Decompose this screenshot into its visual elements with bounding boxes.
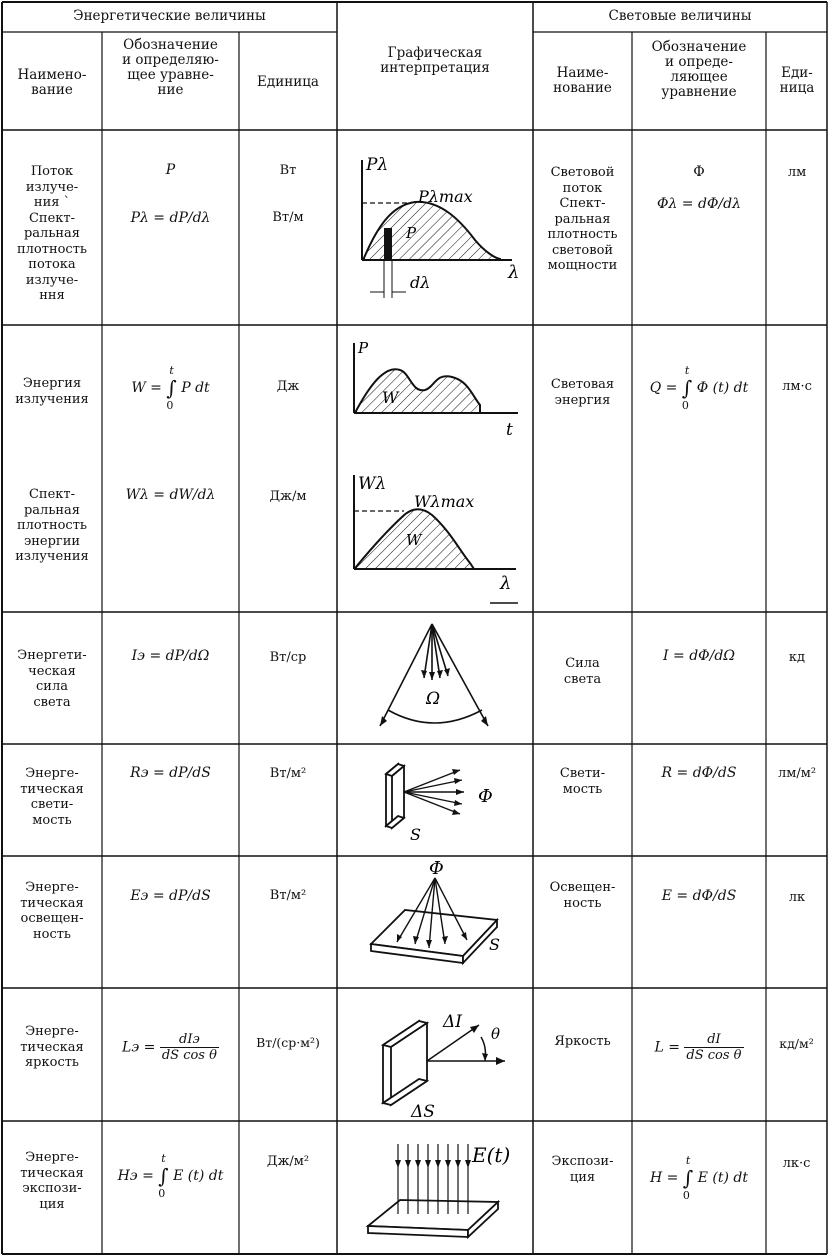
graph-spectral-peak-label: Wλmax <box>414 492 475 511</box>
light-group-header: Световые величины <box>608 8 752 24</box>
row-radiance-light-formula <box>634 1032 764 1063</box>
row-exposure-unit: Дж/м² <box>266 1154 310 1169</box>
graph-radiance-intensity-label: ΔI <box>443 1012 462 1032</box>
row-energy-light-formula <box>634 364 764 412</box>
row-illuminance-name: Энерге- тическая освещен- ность <box>20 880 84 942</box>
row-energy-light-name: Световая энергия <box>550 377 615 408</box>
row-illuminance-light-formula: E = dΦ/dS <box>661 888 737 904</box>
row-spectral-energy-name: Спект- ральная плотность энергии излучения <box>15 487 89 564</box>
graph-radiance-angle-label: θ <box>491 1025 501 1043</box>
row-flux-formula-1: P <box>165 162 176 178</box>
fraction-denominator: dS cos θ <box>161 1048 217 1063</box>
graph-exitance-flux-label: Φ <box>478 786 493 807</box>
row-exposure-name: Энерге- тическая экспози- ция <box>20 1150 84 1212</box>
row-energy-unit: Дж <box>276 379 300 394</box>
col-unit-light-header: Еди- ница <box>779 65 815 96</box>
light-exposure-formula-integrand: E (t) dt <box>697 1170 748 1186</box>
row-energy-formula <box>104 364 237 412</box>
exposure-diagram <box>358 1138 518 1248</box>
integral-sign: ∫ t 0 <box>682 1154 694 1202</box>
row-flux-unit-1: Вт <box>279 163 297 178</box>
integral-limit-bottom: 0 <box>158 1187 166 1200</box>
light-energy-formula-integrand: Φ (t) dt <box>696 380 749 396</box>
graph-flux-area-label: P <box>406 224 417 242</box>
row-radiance-name: Энерге- тическая яркость <box>20 1024 84 1070</box>
fraction-numerator: dI <box>684 1032 743 1048</box>
row-flux-unit-2: Вт/м <box>272 210 304 225</box>
graph-exitance-surface-label: S <box>410 825 421 844</box>
graph-illuminance-surface-label: S <box>489 935 500 954</box>
light-radiance-formula-lhs: L = <box>654 1039 680 1056</box>
row-exitance-name: Энерге- тическая свети- мость <box>20 766 84 828</box>
integral-limit-top: t <box>161 1152 166 1165</box>
radiance-formula-lhs: Lэ = <box>122 1039 156 1056</box>
row-intensity-light-unit: кд <box>788 650 806 665</box>
radiance-fraction <box>160 1032 219 1063</box>
graph-flux-d-label: dλ <box>410 273 431 292</box>
row-exitance-light-unit: лм/м² <box>777 766 817 781</box>
graph-solid-angle-label: Ω <box>426 689 441 709</box>
light-energy-formula-lhs: Q = <box>649 380 678 396</box>
row-flux-light-formula-2: Φλ = dΦ/dλ <box>657 196 741 212</box>
light-radiance-fraction <box>684 1032 743 1063</box>
graph-spectral-y-label: Wλ <box>358 474 387 494</box>
integral-limit-top: t <box>684 364 690 377</box>
integral-limit-bottom: 0 <box>681 399 689 412</box>
row-intensity-name: Энергети- ческая сила света <box>17 648 87 710</box>
exposure-formula-lhs: Hэ = <box>117 1168 154 1184</box>
row-exposure-light-formula <box>634 1154 764 1202</box>
fraction-denominator: dS cos θ <box>686 1048 742 1063</box>
row-radiance-unit: Вт/(ср·м²) <box>256 1035 320 1050</box>
row-flux-light-name: Световой поток Спект- ральная плотность световой мощности <box>547 165 618 273</box>
col-name-light-header: Наиме- нование <box>553 65 612 96</box>
row-energy-name: Энергия излучения <box>15 376 89 407</box>
integral-limit-bottom: 0 <box>166 399 174 412</box>
integral-sign: ∫ t 0 <box>166 364 177 412</box>
integral-limit-top: t <box>685 1154 691 1167</box>
graph-spectral-x-label: λ <box>500 573 512 594</box>
radiance-diagram <box>375 995 525 1117</box>
energy-formula-lhs: W = <box>131 380 162 396</box>
row-exitance-unit: Вт/м² <box>269 766 307 781</box>
graph-flux-peak-label: Pλmax <box>418 187 473 206</box>
row-spectral-energy-unit: Дж/м <box>269 489 307 504</box>
row-intensity-unit: Вт/ср <box>269 650 307 665</box>
row-exposure-light-name: Экспози- ция <box>551 1154 614 1185</box>
graph-energy-area-label: W <box>382 388 399 407</box>
col-designation-light-header: Обозначение и опреде- ляющее уравнение <box>651 39 747 100</box>
graph-illuminance-flux-label: Φ <box>429 860 444 879</box>
illuminance-diagram <box>365 860 515 985</box>
col-graphic-header: Графическая интерпретация <box>380 45 490 76</box>
row-exitance-formula: Rэ = dP/dS <box>130 765 211 781</box>
integral-limit-bottom: 0 <box>682 1189 690 1202</box>
solid-angle-diagram <box>370 618 500 742</box>
energy-time-graph <box>340 335 530 445</box>
row-illuminance-light-unit: лк <box>788 890 806 905</box>
graph-radiance-surface-label: ΔS <box>411 1102 435 1117</box>
integral-sign: ∫ t 0 <box>158 1152 169 1200</box>
integral-limit-top: t <box>169 364 174 377</box>
row-radiance-light-name: Яркость <box>554 1034 611 1049</box>
row-flux-formula-2: Pλ = dP/dλ <box>130 210 211 226</box>
row-intensity-light-name: Сила света <box>563 656 602 687</box>
graph-spectral-area-label: W <box>406 531 422 549</box>
fraction-numerator: dIэ <box>160 1032 219 1048</box>
light-exposure-formula-lhs: H = <box>650 1170 679 1186</box>
graph-energy-x-label: t <box>506 420 513 440</box>
exposure-formula-integrand: E (t) dt <box>173 1168 224 1184</box>
flux-spectrum-graph <box>340 150 530 300</box>
row-radiance-formula <box>104 1032 237 1063</box>
integral-sign: ∫ t 0 <box>681 364 693 412</box>
graph-energy-y-label: P <box>358 339 369 357</box>
row-illuminance-light-name: Освещен- ность <box>549 880 616 911</box>
col-designation-header: Обозначение и определяю- щее уравне- ние <box>122 37 219 98</box>
row-illuminance-unit: Вт/м² <box>269 888 307 903</box>
energy-formula-integrand: P dt <box>181 380 210 396</box>
row-radiance-light-unit: кд/м² <box>779 1036 814 1051</box>
col-name-header: Наимено- вание <box>17 67 87 98</box>
col-unit-header: Единица <box>257 74 319 90</box>
row-exposure-light-unit: лк·с <box>782 1156 811 1171</box>
row-flux-name: Поток излуче- ния ` Спект- ральная плотность потока излуче- ння <box>17 164 87 303</box>
row-illuminance-formula: Eэ = dP/dS <box>130 888 211 904</box>
row-spectral-energy-formula: Wλ = dW/dλ <box>125 487 216 503</box>
row-exitance-light-name: Свети- мость <box>559 766 606 797</box>
row-intensity-formula: Iэ = dP/dΩ <box>131 648 210 664</box>
energetic-group-header: Энергетические величины <box>73 8 266 24</box>
graph-flux-y-label: Pλ <box>366 155 389 175</box>
row-flux-light-unit: лм <box>787 165 807 180</box>
row-exposure-formula <box>104 1152 237 1200</box>
exitance-diagram <box>380 752 520 852</box>
row-flux-light-formula-1: Φ <box>693 164 705 180</box>
spectral-energy-graph <box>340 465 530 605</box>
row-energy-light-unit: лм·с <box>782 379 812 394</box>
graph-flux-x-label: λ <box>508 262 520 283</box>
row-intensity-light-formula: I = dΦ/dΩ <box>663 648 735 664</box>
row-exitance-light-formula: R = dΦ/dS <box>661 765 737 781</box>
graph-exposure-function-label: E(t) <box>472 1143 511 1167</box>
